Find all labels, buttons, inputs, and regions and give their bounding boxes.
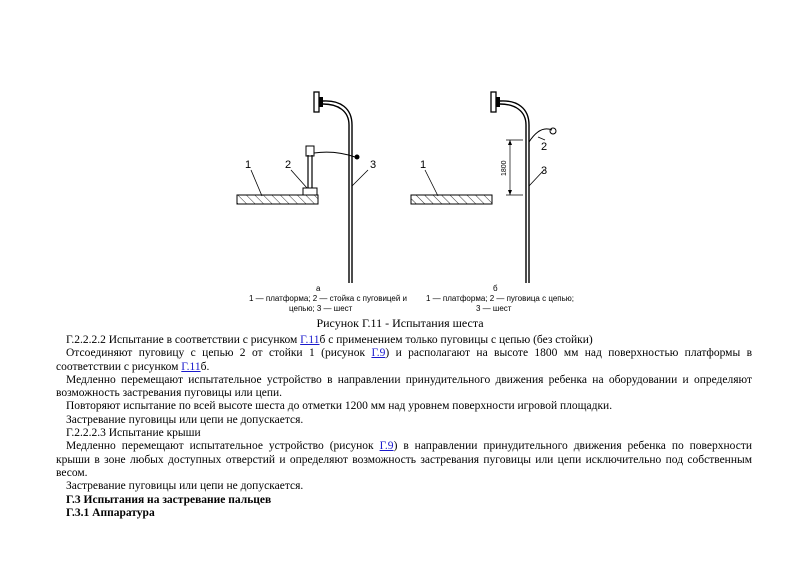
heading-g3: Г.3 Испытания на застревание пальцев bbox=[66, 493, 272, 506]
paragraph-repeat: Повторяют испытание по всей высоте шеста до отметки 1200 мм над уровнем поверхности игровой площадки. bbox=[66, 400, 613, 413]
paragraph-no-jam-1: Застревание пуговицы или цепи не допускается. bbox=[66, 413, 304, 426]
diagram-a bbox=[237, 92, 407, 313]
diagram-b bbox=[411, 92, 574, 313]
dimension-1800: 1800 bbox=[501, 160, 508, 176]
paragraph-g2223: Г.2.2.2.3 Испытание крыши bbox=[66, 427, 201, 440]
heading-g31: Г.3.1 Аппаратура bbox=[66, 506, 155, 519]
legend-b-line2: 3 — шест bbox=[476, 304, 512, 313]
callout-b-3: 3 bbox=[541, 165, 548, 177]
legend-a-line1: 1 — платформа; 2 — стойка с пуговицей и bbox=[249, 294, 408, 303]
paragraph-no-jam-2: Застревание пуговицы или цепи не допускается. bbox=[66, 480, 304, 493]
callout-a-2: 2 bbox=[285, 159, 292, 171]
label-b: б bbox=[493, 284, 498, 293]
link-g11-p2[interactable]: Г.11 bbox=[181, 360, 201, 373]
platform-b bbox=[411, 195, 492, 204]
paragraph-detach-cont: соответствии с рисунком Г.11б. bbox=[56, 360, 210, 373]
link-g9-p7[interactable]: Г.9 bbox=[379, 440, 394, 453]
label-a: а bbox=[316, 284, 321, 293]
paragraph-roof: Медленно перемещают испытательное устройство (рисунок Г.9) в направлении принудительного движения ребенка по поверхности bbox=[66, 440, 753, 453]
paragraph-detach: Отсоединяют пуговицу с цепью 2 от стойки 1 (рисунок Г.9) и располагают на высоте 1800 мм над поверхностью платформы в bbox=[66, 347, 753, 360]
callout-a-1: 1 bbox=[245, 159, 252, 171]
mount-b bbox=[491, 92, 496, 112]
stand-a bbox=[303, 188, 317, 195]
legend-b-line1: 1 — платформа; 2 — пуговица с цепью; bbox=[426, 294, 574, 303]
paragraph-roof-cont: крыши в зоне любых доступных отверстий и определяют возможность застревания пуговицы или цепи исключительно под собственным bbox=[56, 453, 752, 466]
paragraph-g2222: Г.2.2.2.2 Испытание в соответствии с рисунком Г.11б с применением только пуговицы с цепью (без стойки) bbox=[66, 334, 593, 346]
platform-a bbox=[237, 195, 318, 204]
pole-b bbox=[500, 101, 529, 283]
figure-caption: Рисунок Г.11 - Испытания шеста bbox=[316, 316, 484, 330]
body-text bbox=[56, 334, 753, 520]
callout-a-3: 3 bbox=[370, 159, 377, 171]
callout-b-1: 1 bbox=[420, 159, 427, 171]
legend-a-line2: цепью; 3 — шест bbox=[289, 304, 353, 313]
mount-a bbox=[314, 92, 319, 112]
link-g11-p1[interactable]: Г.11 bbox=[300, 334, 320, 346]
paragraph-roof-cont2: весом. bbox=[56, 466, 88, 479]
paragraph-move-cont: возможность застревания пуговицы или цепи. bbox=[56, 387, 283, 400]
paragraph-move: Медленно перемещают испытательное устройство в направлении принудительного движения ребенка на оборудовании и определяют bbox=[66, 373, 752, 386]
callout-b-2: 2 bbox=[541, 141, 548, 153]
link-g9-p2[interactable]: Г.9 bbox=[371, 347, 386, 360]
pole-a bbox=[323, 101, 352, 283]
